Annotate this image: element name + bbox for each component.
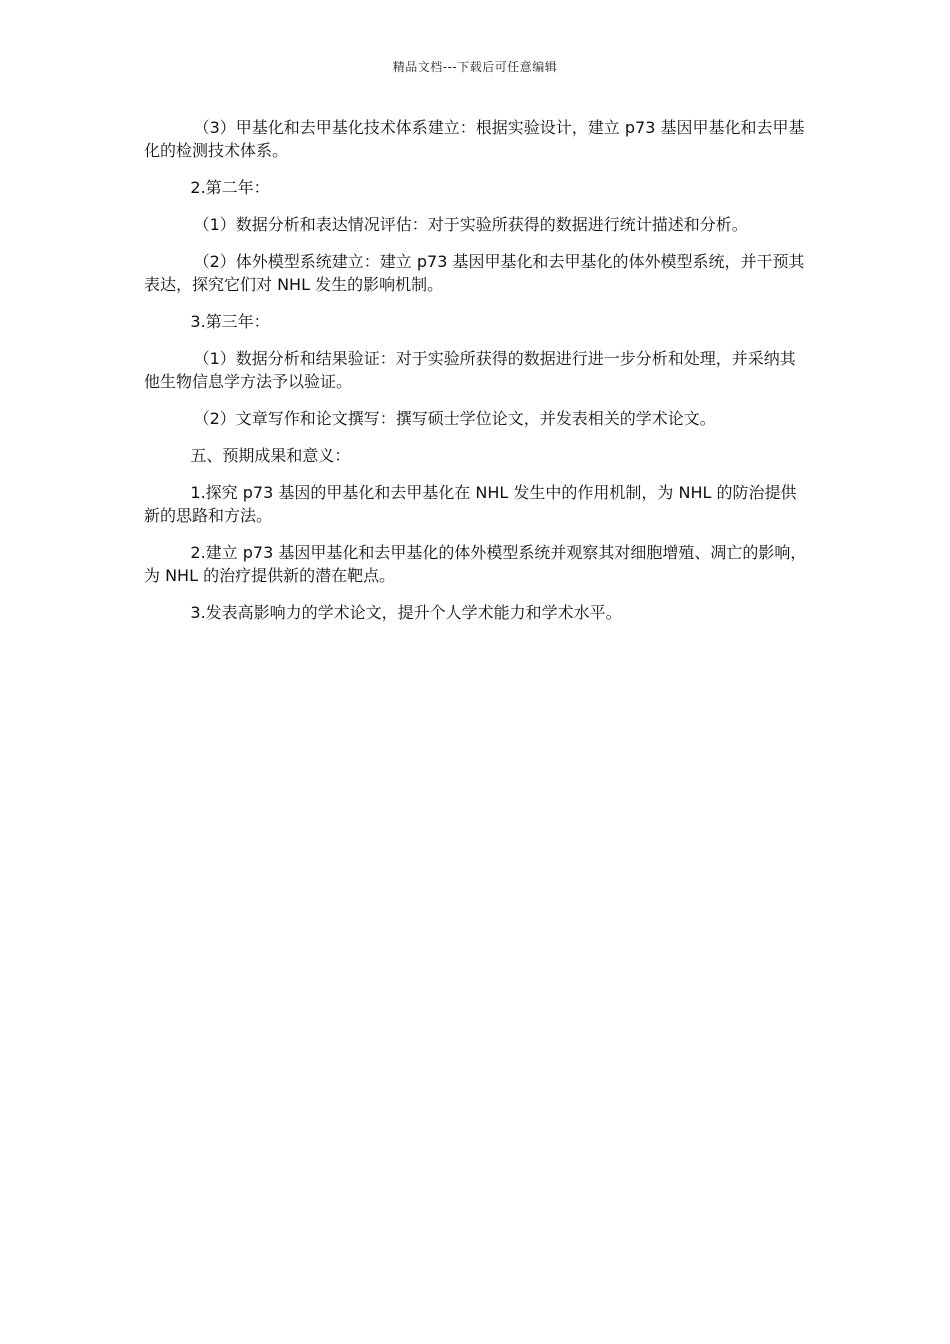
paragraph: （1）数据分析和表达情况评估：对于实验所获得的数据进行统计描述和分析。: [193, 215, 748, 234]
document-body: [144, 116, 808, 638]
paragraph: 3.发表高影响力的学术论文，提升个人学术能力和学术水平。: [190, 603, 622, 622]
paragraph: 1.探究 p73 基因的甲基化和去甲基化在 NHL 发生中的作用机制，为 NHL 的防治提供新的思路和方法。: [144, 483, 797, 525]
paragraph: （1）数据分析和结果验证：对于实验所获得的数据进行进一步分析和处理，并采纳其他生物信息学方法予以验证。: [144, 349, 796, 391]
paragraph: （2）体外模型系统建立：建立 p73 基因甲基化和去甲基化的体外模型系统，并干预其表达，探究它们对 NHL 发生的影响机制。: [144, 252, 805, 294]
paragraph: （2）文章写作和论文撰写：撰写硕士学位论文，并发表相关的学术论文。: [193, 409, 716, 428]
section-heading: 2.第二年：: [190, 178, 270, 197]
paragraph: （3）甲基化和去甲基化技术体系建立：根据实验设计，建立 p73 基因甲基化和去甲基化的检测技术体系。: [144, 118, 805, 160]
section-heading: 3.第三年：: [190, 312, 270, 331]
paragraph: 2.建立 p73 基因甲基化和去甲基化的体外模型系统并观察其对细胞增殖、凋亡的影响，为 NHL 的治疗提供新的潜在靶点。: [144, 543, 807, 585]
section-heading: 五、预期成果和意义：: [190, 446, 351, 465]
page-header: 精品文档---下载后可任意编辑: [392, 60, 558, 74]
